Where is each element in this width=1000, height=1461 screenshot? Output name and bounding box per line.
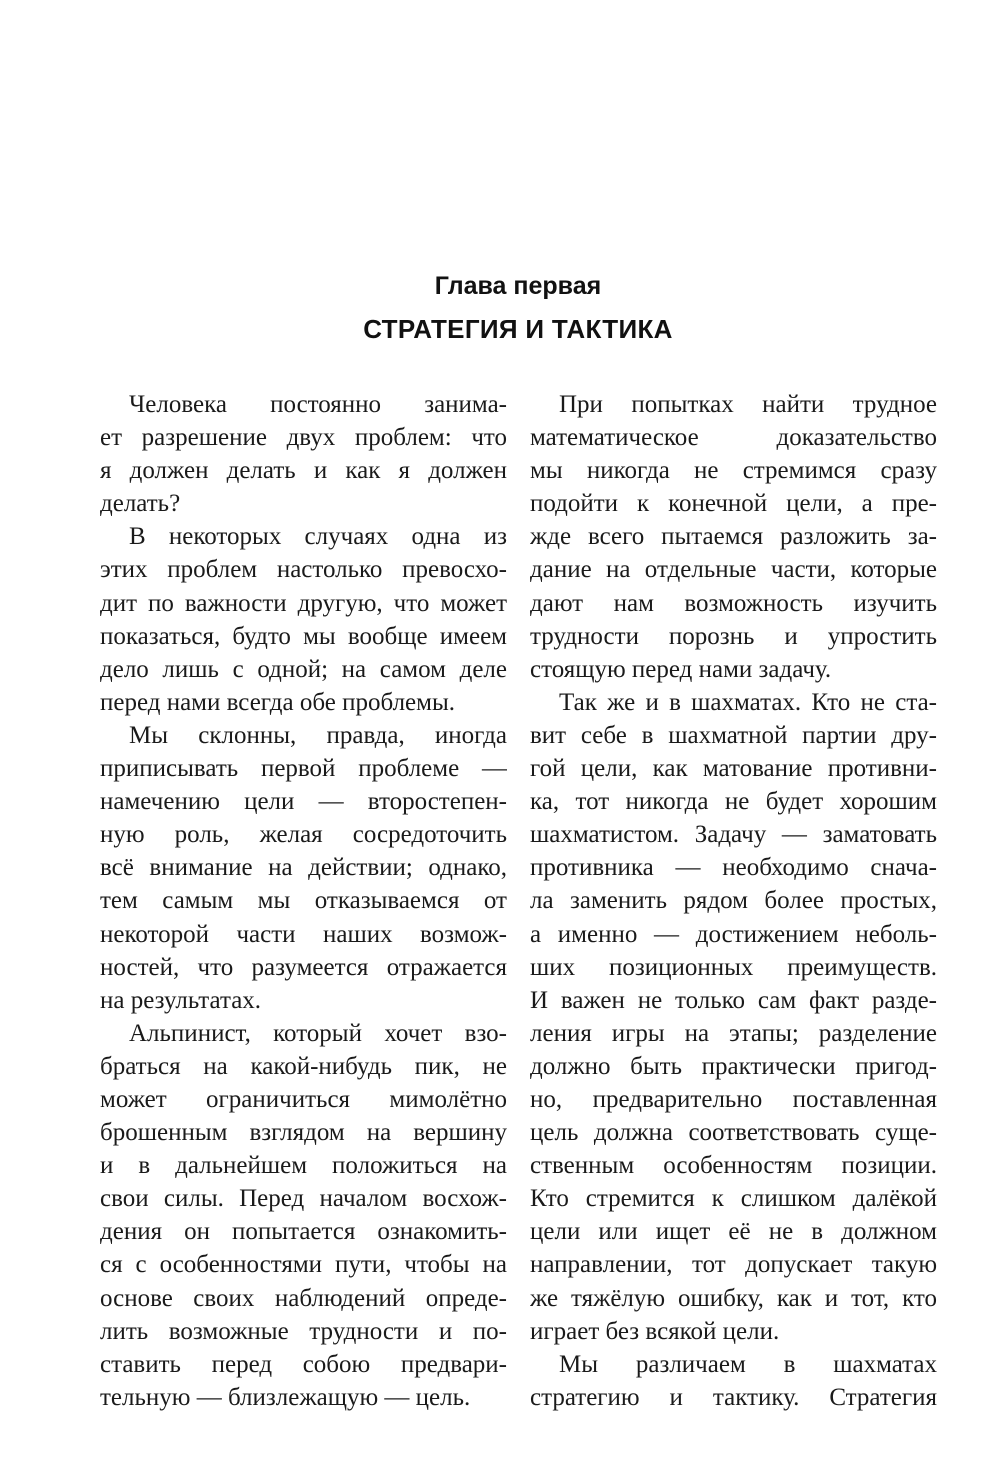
text-line: ления игры на этапы; разделение: [530, 1019, 937, 1047]
text-line: стоящую перед нами задачу.: [530, 655, 832, 683]
text-line: ностей, что разумеется отражается: [100, 953, 507, 981]
text-column-left: [100, 388, 507, 1414]
text-line: Так же и в шахматах. Кто не ста-: [559, 688, 937, 716]
text-line: лить возможные трудности и по-: [100, 1317, 507, 1345]
text-line: противника — необходимо снача-: [530, 854, 937, 882]
chapter-label: Глава первая: [434, 272, 602, 300]
text-line: Альпинист, который хочет взо-: [129, 1019, 507, 1047]
text-line: ную роль, желая сосредоточить: [100, 821, 507, 849]
text-line: цели или ищет её не в должном: [530, 1218, 937, 1246]
text-line: шахматистом. Задачу — заматовать: [530, 821, 937, 849]
text-line: ла заменить рядом более простых,: [530, 887, 937, 915]
text-line: ка, тот никогда не будет хорошим: [530, 788, 937, 816]
text-line: вит себе в шахматной партии дру-: [530, 721, 937, 749]
text-line: может ограничиться мимолётно: [100, 1085, 507, 1113]
text-line: этих проблем настолько превосхо-: [100, 556, 507, 584]
text-line: и в дальнейшем положиться на: [100, 1152, 507, 1180]
text-line: некоторой части наших возмож-: [100, 920, 507, 948]
text-line: жде всего пытаемся разложить за-: [530, 523, 937, 551]
text-line: направлении, тот допускает такую: [530, 1251, 937, 1279]
text-line: подойти к конечной цели, а пре-: [530, 490, 937, 518]
paragraph: [100, 388, 507, 520]
text-line: дит по важности другую, что может: [100, 589, 507, 617]
paragraph: [530, 1348, 937, 1414]
paragraph: [100, 1017, 507, 1414]
text-column-right: [530, 388, 937, 1414]
text-line: дело лишь с одной; на самом деле: [100, 655, 507, 683]
text-line: намечению цели — второстепен-: [100, 788, 507, 816]
text-line: Человека постоянно занима-: [129, 391, 507, 418]
text-line: приписывать первой проблеме —: [100, 755, 507, 783]
text-line: ственным особенностям позиции.: [530, 1152, 937, 1180]
text-line: должно быть практически пригод-: [530, 1052, 937, 1080]
text-line: же тяжёлую ошибку, как и тот, кто: [530, 1284, 937, 1312]
paragraph: [530, 388, 937, 686]
text-line: В некоторых случаях одна из: [129, 523, 507, 551]
text-line: дание на отдельные части, которые: [530, 556, 937, 584]
text-line: стратегию и тактику. Стратегия: [530, 1383, 937, 1411]
text-line: но, предварительно поставленная: [530, 1085, 937, 1113]
text-line: показаться, будто мы вообще имеем: [100, 622, 507, 650]
text-line: ет разрешение двух проблем: что: [100, 424, 507, 452]
text-line: трудности порознь и упростить: [530, 622, 937, 650]
text-line: цель должна соответствовать суще-: [530, 1119, 937, 1147]
paragraph: [530, 686, 937, 1348]
text-line: ших позиционных преимуществ.: [530, 953, 937, 981]
text-line: дают нам возможность изучить: [530, 589, 937, 617]
paragraph: [100, 520, 507, 719]
text-line: ставить перед собою предвари-: [100, 1350, 507, 1378]
text-line: Мы различаем в шахматах: [559, 1350, 937, 1378]
paragraph: [100, 719, 507, 1017]
text-line: тем самым мы отказываемся от: [100, 887, 507, 915]
text-line: на результатах.: [100, 986, 262, 1014]
text-line: математическое доказательство: [530, 424, 937, 452]
text-line: И важен не только сам факт разде-: [530, 986, 937, 1014]
text-line: браться на какой-нибудь пик, не: [100, 1052, 507, 1080]
text-line: гой цели, как матование противни-: [530, 755, 937, 783]
text-line: ся с особенностями пути, чтобы на: [100, 1251, 507, 1279]
chapter-title: СТРАТЕГИЯ И ТАКТИКА: [363, 314, 673, 344]
text-line: делать?: [100, 490, 181, 518]
text-line: играет без всякой цели.: [530, 1317, 780, 1345]
text-line: дения он попытается ознакомить-: [100, 1218, 507, 1246]
text-line: тельную — близлежащую — цель.: [100, 1383, 471, 1411]
text-line: всё внимание на действии; однако,: [100, 854, 507, 882]
text-line: Кто стремится к слишком далёкой: [530, 1185, 937, 1213]
text-line: брошенным взглядом на вершину: [100, 1119, 507, 1147]
text-line: мы никогда не стремимся сразу: [530, 457, 937, 485]
text-line: а именно — достижением неболь-: [530, 920, 937, 948]
text-line: основе своих наблюдений опреде-: [100, 1284, 507, 1312]
text-line: перед нами всегда обе проблемы.: [100, 688, 456, 716]
text-line: При попытках найти трудное: [559, 391, 937, 418]
text-line: я должен делать и как я должен: [100, 457, 507, 485]
text-line: Мы склонны, правда, иногда: [129, 721, 507, 749]
text-line: свои силы. Перед началом восхож-: [100, 1185, 507, 1213]
